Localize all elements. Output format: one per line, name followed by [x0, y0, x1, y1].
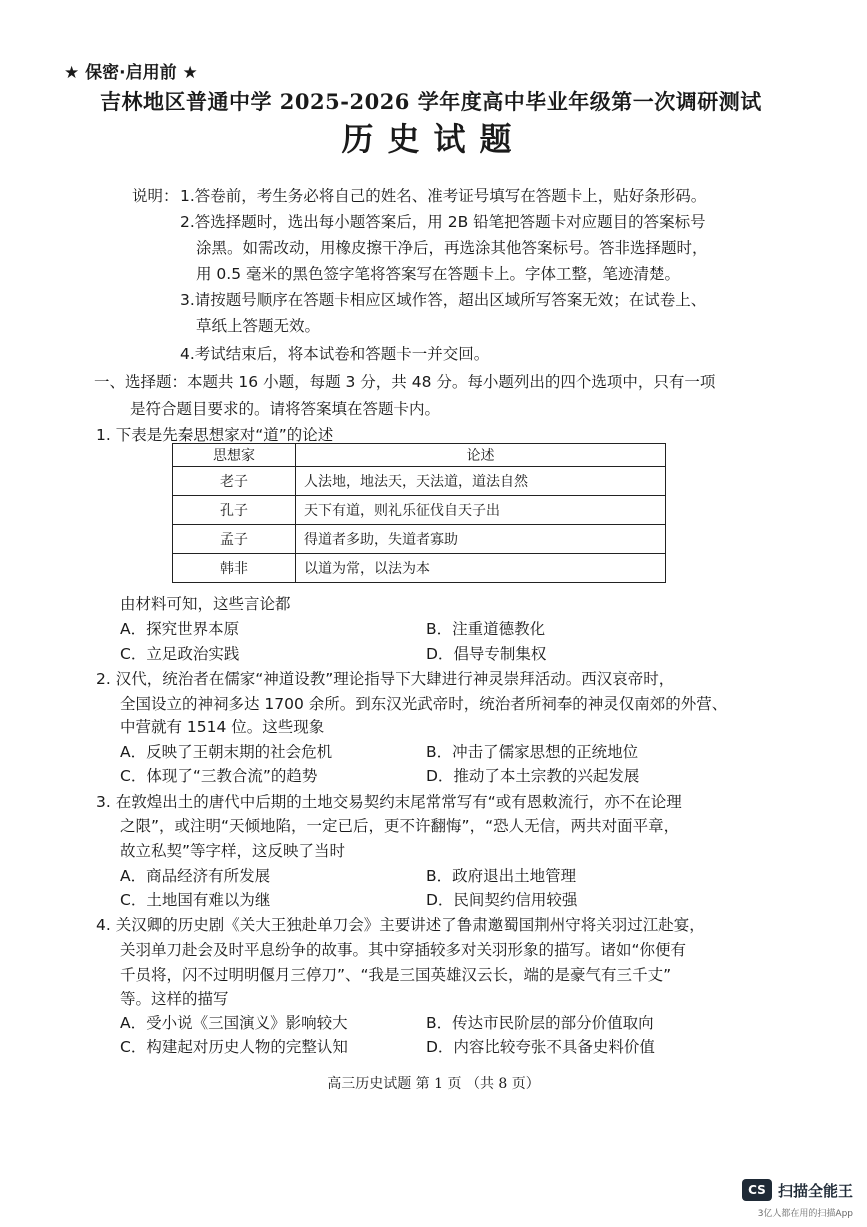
- option-c: C．立足政治实践: [120, 645, 240, 663]
- section-heading-cont: 是符合题目要求的。请将答案填在答题卡内。: [130, 400, 441, 418]
- section-heading: 一、选择题：本题共 16 小题，每题 3 分，共 48 分。每小题列出的四个选项中，只有一项: [94, 373, 716, 391]
- table-cell: 天下有道，则礼乐征伐自天子出: [296, 496, 666, 525]
- option-d: D．民间契约信用较强: [426, 891, 578, 909]
- option-a: A．探究世界本原: [120, 620, 240, 638]
- instruction-line: 1.答卷前，考生务必将自己的姓名、准考证号填写在答题卡上，贴好条形码。: [180, 187, 707, 205]
- question-1-stem: 1. 下表是先秦思想家对“道”的论述: [96, 426, 334, 444]
- option-a: A．反映了王朝末期的社会危机: [120, 743, 333, 761]
- instruction-line: 3.请按题号顺序在答题卡相应区域作答，超出区域所写答案无效；在试卷上、: [180, 291, 707, 309]
- question-4-line: 千员将，闪不过明明偃月三停刀”、“我是三国英雄汉云长，端的是豪气有三千丈”: [120, 966, 672, 984]
- table-row: [173, 554, 666, 583]
- watermark-tagline: 3亿人都在用的扫描App: [757, 1209, 853, 1219]
- option-b: B．传达市民阶层的部分价值取向: [426, 1014, 654, 1032]
- question-2-line: 中营就有 1514 位。这些现象: [120, 718, 325, 736]
- question-4-line: 关羽单刀赴会及时平息纷争的故事。其中穿插较多对关羽形象的描写。诸如“你便有: [120, 941, 687, 959]
- option-a: A．受小说《三国演义》影响较大: [120, 1014, 348, 1032]
- watermark-name: 扫描全能王: [777, 1181, 853, 1200]
- instruction-line: 4.考试结束后，将本试卷和答题卡一并交回。: [180, 345, 490, 363]
- table-cell: 人法地，地法天，天法道，道法自然: [296, 467, 666, 496]
- exam-name: 吉林地区普通中学 2025-2026 学年度高中毕业年级第一次调研测试: [100, 89, 762, 114]
- question-1-prompt: 由材料可知，这些言论都: [120, 595, 291, 613]
- table-header-row: [173, 444, 666, 467]
- option-b: B．政府退出土地管理: [426, 867, 577, 885]
- table-row: [173, 496, 666, 525]
- option-d: D．内容比较夸张不具备史料价值: [426, 1038, 655, 1056]
- option-c: C．构建起对历史人物的完整认知: [120, 1038, 348, 1056]
- subject-title: 历史试题: [341, 120, 526, 158]
- scanner-watermark: [742, 1179, 853, 1201]
- question-2-line: 2. 汉代，统治者在儒家“神道设教”理论指导下大肆进行神灵崇拜活动。西汉哀帝时，: [96, 670, 675, 688]
- table-header: 思想家: [173, 444, 296, 467]
- instructions-label: 说明：: [132, 187, 179, 205]
- confidential-mark: ★ 保密·启用前 ★: [64, 63, 198, 83]
- option-c: C．体现了“三教合流”的趋势: [120, 767, 318, 785]
- question-3-line: 之限”，或注明“天倾地陷，一定已后，更不许翻悔”，“恐人无信，两共对面平章，: [120, 817, 680, 835]
- option-a: A．商品经济有所发展: [120, 867, 271, 885]
- table-row: [173, 525, 666, 554]
- table-cell: 孟子: [173, 525, 296, 554]
- instruction-line: 草纸上答题无效。: [196, 317, 321, 335]
- table-cell: 孔子: [173, 496, 296, 525]
- question-2-line: 全国设立的神祠多达 1700 余所。到东汉光武帝时，统治者所祠奉的神灵仅南郊的外营、: [120, 695, 728, 713]
- question-3-line: 3. 在敦煌出土的唐代中后期的土地交易契约末尾常常写有“或有恩敕流行，亦不在论理: [96, 793, 682, 811]
- instruction-line: 涂黑。如需改动，用橡皮擦干净后，再选涂其他答案标号。答非选择题时，: [196, 239, 708, 257]
- table-header: 论述: [296, 444, 666, 467]
- question-4-line: 等。这样的描写: [120, 990, 229, 1008]
- table-cell: 韩非: [173, 554, 296, 583]
- option-c: C．土地国有难以为继: [120, 891, 271, 909]
- option-b: B．冲击了儒家思想的正统地位: [426, 743, 639, 761]
- question-3-line: 故立私契”等字样，这反映了当时: [120, 842, 346, 860]
- philosophers-table: [172, 443, 666, 583]
- instruction-line: 2.答选择题时，选出每小题答案后，用 2B 铅笔把答题卡对应题目的答案标号: [180, 213, 706, 231]
- camscanner-logo-icon: CS: [742, 1179, 772, 1201]
- question-4-line: 4. 关汉卿的历史剧《关大王独赴单刀会》主要讲述了鲁肃邀蜀国荆州守将关羽过江赴宴，: [96, 916, 705, 934]
- option-d: D．倡导专制集权: [426, 645, 547, 663]
- table-cell: 得道者多助，失道者寡助: [296, 525, 666, 554]
- table-cell: 以道为常，以法为本: [296, 554, 666, 583]
- table-row: [173, 467, 666, 496]
- page-footer: 高三历史试题 第 1 页 （共 8 页）: [327, 1076, 540, 1092]
- table-cell: 老子: [173, 467, 296, 496]
- instruction-line: 用 0.5 毫米的黑色签字笔将答案写在答题卡上。字体工整，笔迹清楚。: [196, 265, 681, 283]
- option-b: B．注重道德教化: [426, 620, 546, 638]
- option-d: D．推动了本土宗教的兴起发展: [426, 767, 640, 785]
